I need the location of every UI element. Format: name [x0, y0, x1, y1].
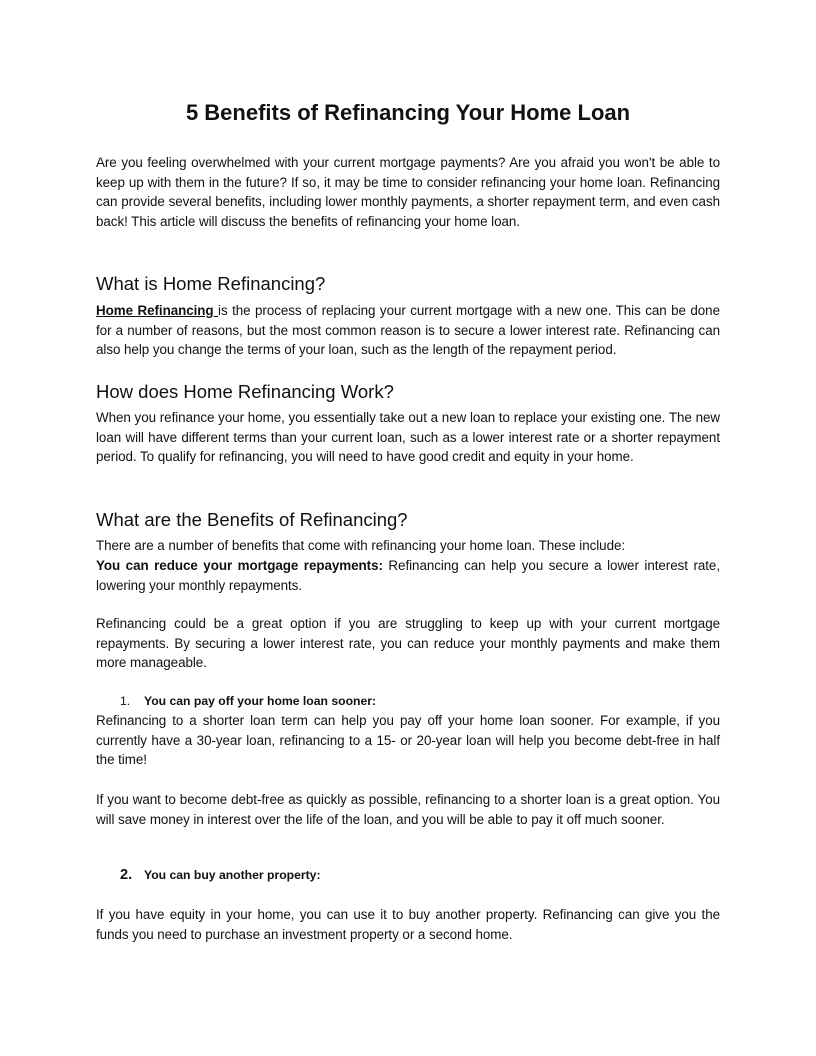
benefit-reduce-repayments-label: You can reduce your mortgage repayments:	[96, 558, 383, 573]
definition-paragraph	[96, 301, 720, 360]
list-label: You can buy another property:	[144, 868, 321, 882]
benefit-reduce-repayments	[96, 556, 720, 595]
benefit-reduce-followup: Refinancing could be a great option if you are struggling to keep up with your current mortgage repayments. By securing a lower interest rate, you can reduce your monthly payments and make them more manageable.	[96, 616, 720, 671]
how-it-works-paragraph: When you refinance your home, you essentially take out a new loan to replace your existing one. The new loan will have different terms than your current loan, such as a lower interest rate or a shorter repayment period. To qualify for refinancing, you will need to have good credit and equity in your home.	[96, 410, 720, 465]
home-refinancing-link[interactable]: Home Refinancing	[96, 303, 219, 318]
pay-off-sooner-followup: If you want to become debt-free as quickly as possible, refinancing to a shorter loan is a great option. You will save money in interest over the life of the loan, and you will be able to pay it off much sooner.	[96, 792, 720, 827]
definition-text: is the process of replacing your current mortgage with a new one. This can be done for a number of reasons, but the most common reason is to secure a lower interest rate. Refinancing can also help you change the terms of your loan, such as the length of the repayment period.	[96, 303, 720, 358]
list-item-buy-property	[120, 866, 321, 884]
document-title: 5 Benefits of Refinancing Your Home Loan	[185, 100, 631, 125]
intro-paragraph: Are you feeling overwhelmed with your current mortgage payments? Are you afraid you won't be able to keep up with them in the future? If so, it may be time to consider refinancing your home loan. Refinancing can provide several benefits, including lower monthly payments, a shorter repayment term, and even cash back! This article will discuss the benefits of refinancing your home loan.	[96, 155, 720, 229]
benefits-lead: There are a number of benefits that come with refinancing your home loan. These include:	[96, 538, 626, 553]
list-number: 2.	[120, 867, 133, 883]
benefit-reduce-repayments-text: Refinancing can help you secure a lower interest rate, lowering your monthly repayments.	[96, 558, 720, 593]
list-label: You can pay off your home loan sooner:	[144, 694, 377, 708]
buy-property-paragraph: If you have equity in your home, you can use it to buy another property. Refinancing can give you the funds you need to purchase an investment property or a second home.	[96, 907, 720, 942]
pay-off-sooner-paragraph: Refinancing to a shorter loan term can help you pay off your home loan sooner. For example, if you currently have a 30-year loan, refinancing to a 15- or 20-year loan will help you become debt-free in half the time!	[96, 713, 720, 768]
heading-how-it-works: How does Home Refinancing Work?	[96, 381, 394, 402]
list-number: 1.	[120, 694, 131, 708]
heading-what-is-refinancing: What is Home Refinancing?	[96, 273, 326, 294]
heading-benefits: What are the Benefits of Refinancing?	[96, 509, 408, 530]
list-item-pay-off-sooner	[120, 692, 376, 710]
